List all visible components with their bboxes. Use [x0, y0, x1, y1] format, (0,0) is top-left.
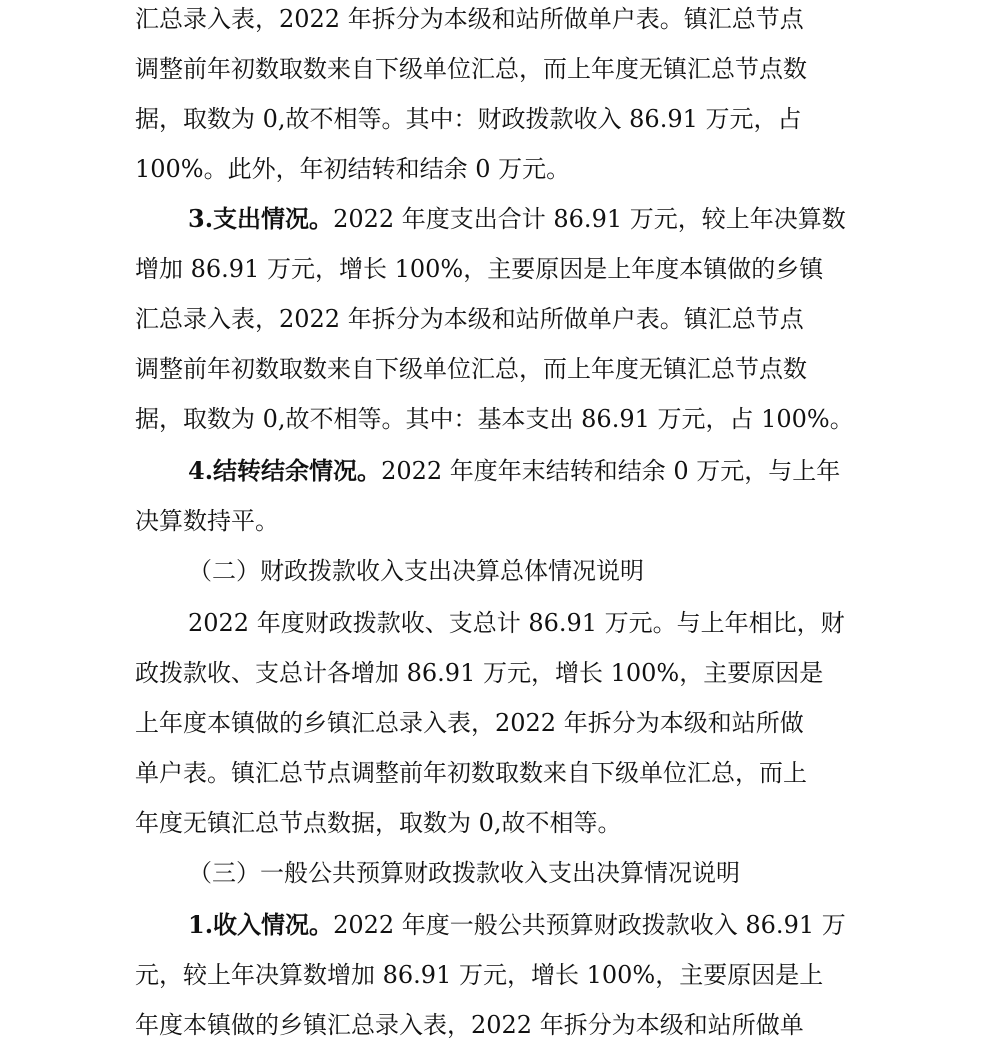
subsection-title: （三）一般公共预算财政拨款收入支出决算情况说明 [188, 859, 740, 887]
text-line: 元，较上年决算数增加 86.91 万元，增长 100%，主要原因是上 [135, 961, 824, 989]
text-line: 决算数持平。 [135, 507, 279, 535]
text-line: 汇总录入表，2022 年拆分为本级和站所做单户表。镇汇总节点 [135, 5, 804, 33]
text-line: 100%。此外，年初结转和结余 0 万元。 [135, 155, 571, 183]
text-line: 年度无镇汇总节点数据，取数为 0,故不相等。 [135, 809, 622, 837]
text-line: 上年度本镇做的乡镇汇总录入表，2022 年拆分为本级和站所做 [135, 709, 804, 737]
paragraph-carryover: 4.结转结余情况。2022 年度年末结转和结余 0 万元，与上年 [188, 456, 841, 485]
section-heading: 4.结转结余情况。 [188, 456, 382, 485]
text-line: 据，取数为 0,故不相等。其中：财政拨款收入 86.91 万元，占 [135, 105, 802, 133]
text-line: 年度本镇做的乡镇汇总录入表，2022 年拆分为本级和站所做单 [135, 1011, 804, 1039]
paragraph-income: 1.收入情况。2022 年度一般公共预算财政拨款收入 86.91 万 [188, 910, 846, 939]
section-heading: 1.收入情况。 [188, 910, 334, 939]
text-line: 2022 年度财政拨款收、支总计 86.91 万元。与上年相比，财 [188, 609, 845, 637]
subsection-title: （二）财政拨款收入支出决算总体情况说明 [188, 557, 644, 585]
paragraph-expense: 3.支出情况。2022 年度支出合计 86.91 万元，较上年决算数 [188, 204, 846, 233]
text-line: 调整前年初数取数来自下级单位汇总，而上年度无镇汇总节点数 [135, 55, 807, 83]
text-line: 汇总录入表，2022 年拆分为本级和站所做单户表。镇汇总节点 [135, 305, 804, 333]
section-heading: 3.支出情况。 [188, 204, 334, 233]
text-line: 调整前年初数取数来自下级单位汇总，而上年度无镇汇总节点数 [135, 355, 807, 383]
text-line: 据，取数为 0,故不相等。其中：基本支出 86.91 万元，占 100%。 [135, 405, 854, 433]
text-line: 政拨款收、支总计各增加 86.91 万元，增长 100%，主要原因是 [135, 659, 824, 687]
text-line: 单户表。镇汇总节点调整前年初数取数来自下级单位汇总，而上 [135, 759, 807, 787]
text-line: 增加 86.91 万元，增长 100%，主要原因是上年度本镇做的乡镇 [135, 255, 824, 283]
